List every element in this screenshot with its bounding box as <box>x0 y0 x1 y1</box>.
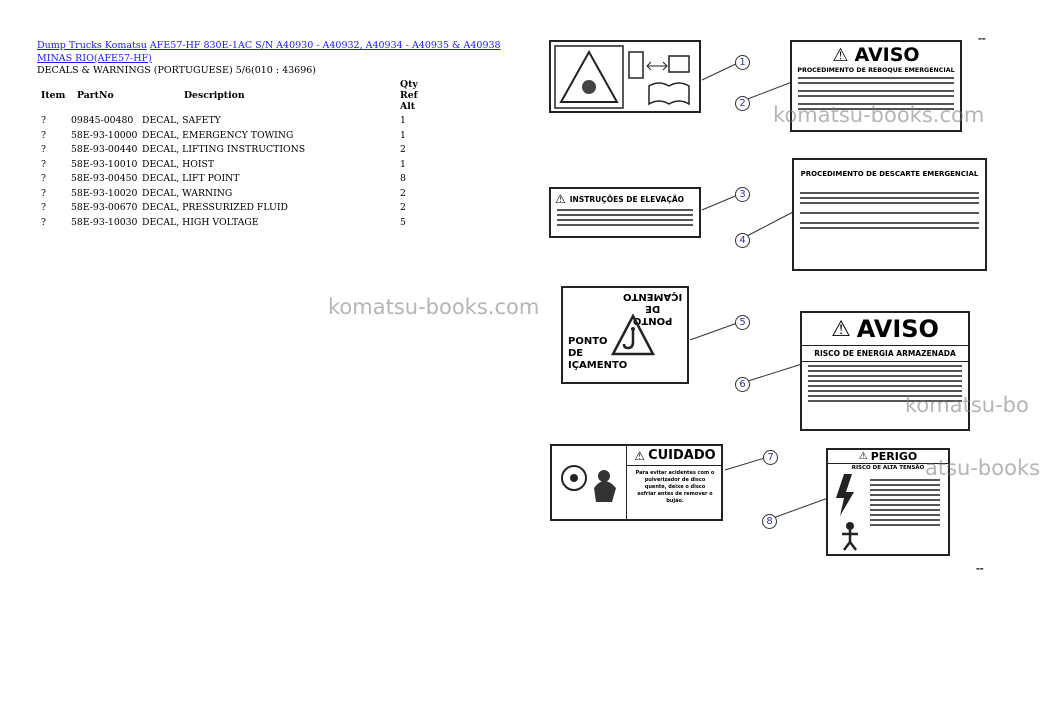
callout-6: 6 <box>735 377 750 392</box>
safety-pictogram-icon <box>551 42 699 111</box>
callout-7: 7 <box>763 450 778 465</box>
decal-emergency-towing: ⚠ AVISO PROCEDIMENTO DE REBOQUE EMERGENCIAL <box>790 40 962 132</box>
decal-high-voltage: ⚠ PERIGO RISCO DE ALTA TENSÃO <box>826 448 950 556</box>
table-row: ? 58E-93-00670 DECAL, PRESSURIZED FLUID 2 <box>41 202 406 213</box>
table-row: ? 58E-93-10010 DECAL, HOIST 1 <box>41 158 406 170</box>
col-description: Description <box>184 90 245 101</box>
breadcrumb-link-variant[interactable]: MINAS RIO(AFE57-HF) <box>37 52 152 64</box>
electric-shock-icon <box>830 472 866 552</box>
decal-text-lines <box>802 365 968 402</box>
table-row: ? 58E-93-00450 DECAL, LIFT POINT 8 <box>41 173 406 184</box>
col-qty-ref-alt: Qty Ref Alt <box>400 79 418 112</box>
hot-spray-pictogram-icon <box>554 448 626 520</box>
figure-ref-bottom: ▬▬ <box>976 566 984 571</box>
decal-safety <box>549 40 701 113</box>
col-item: Item <box>41 90 66 101</box>
decal-hoist: PROCEDIMENTO DE DESCARTE EMERGENCIAL <box>792 158 987 271</box>
callout-8: 8 <box>762 514 777 529</box>
table-row: ? 58E-93-10020 DECAL, WARNING 2 <box>41 187 406 199</box>
decal-warning: ⚠ AVISO RISCO DE ENERGIA ARMAZENADA <box>800 311 970 431</box>
lift-point-label-inverted: PONTO DE IÇAMENTO <box>622 291 682 326</box>
hook-icon <box>611 310 671 370</box>
callout-5: 5 <box>735 315 750 330</box>
callout-3: 3 <box>735 187 750 202</box>
breadcrumb-link-model[interactable]: AFE57-HF 830E-1AC S/N A40930 - A40932, A40934 - A40935 & A40938 <box>149 40 501 51</box>
decal-lifting-instructions: ⚠ INSTRUÇÕES DE ELEVAÇÃO <box>549 187 701 238</box>
warning-triangle-icon: ⚠ <box>831 316 851 342</box>
warning-triangle-icon: ⚠ <box>858 451 868 462</box>
decal-text-lines <box>551 209 699 226</box>
col-partno: PartNo <box>77 90 114 101</box>
decal-text-lines <box>864 476 946 529</box>
watermark: komatsu-bo <box>905 393 1029 417</box>
table-row: ? 58E-93-10000 DECAL, EMERGENCY TOWING 1 <box>41 129 406 141</box>
callout-2: 2 <box>735 96 750 111</box>
callout-1: 1 <box>735 55 750 70</box>
table-row: ? 09845-00480 DECAL, SAFETY 1 <box>41 115 406 126</box>
decal-pressurized-fluid: ⚠ CUIDADO Para evitar acidentes com o pulverizador de disco quente, deixe o disco esfriar antes de remover o bujão. <box>550 444 723 521</box>
warning-triangle-icon: ⚠ <box>634 448 646 463</box>
callout-4: 4 <box>735 233 750 248</box>
decal-text-lines <box>792 77 960 110</box>
breadcrumb-link-dump-trucks[interactable]: Dump Trucks Komatsu <box>37 40 147 51</box>
watermark: komatsu-books.com <box>773 103 985 127</box>
table-row: ? 58E-93-10030 DECAL, HIGH VOLTAGE 5 <box>41 216 406 228</box>
decal-text-lines <box>794 192 985 229</box>
decal-lift-point <box>561 286 689 384</box>
warning-triangle-icon: ⚠ <box>555 192 566 206</box>
table-row: ? 58E-93-00440 DECAL, LIFTING INSTRUCTIONS 2 <box>41 144 406 155</box>
watermark: atsu-books <box>925 456 1040 480</box>
watermark: komatsu-books.com <box>328 295 540 319</box>
warning-triangle-icon: ⚠ <box>832 44 849 66</box>
lift-point-label: PONTO DE IÇAMENTO <box>568 336 628 371</box>
page-subtitle: DECALS & WARNINGS (PORTUGUESE) 5/6(010 : 43696) <box>37 65 317 76</box>
figure-ref-top: ▬▬ <box>978 36 986 41</box>
